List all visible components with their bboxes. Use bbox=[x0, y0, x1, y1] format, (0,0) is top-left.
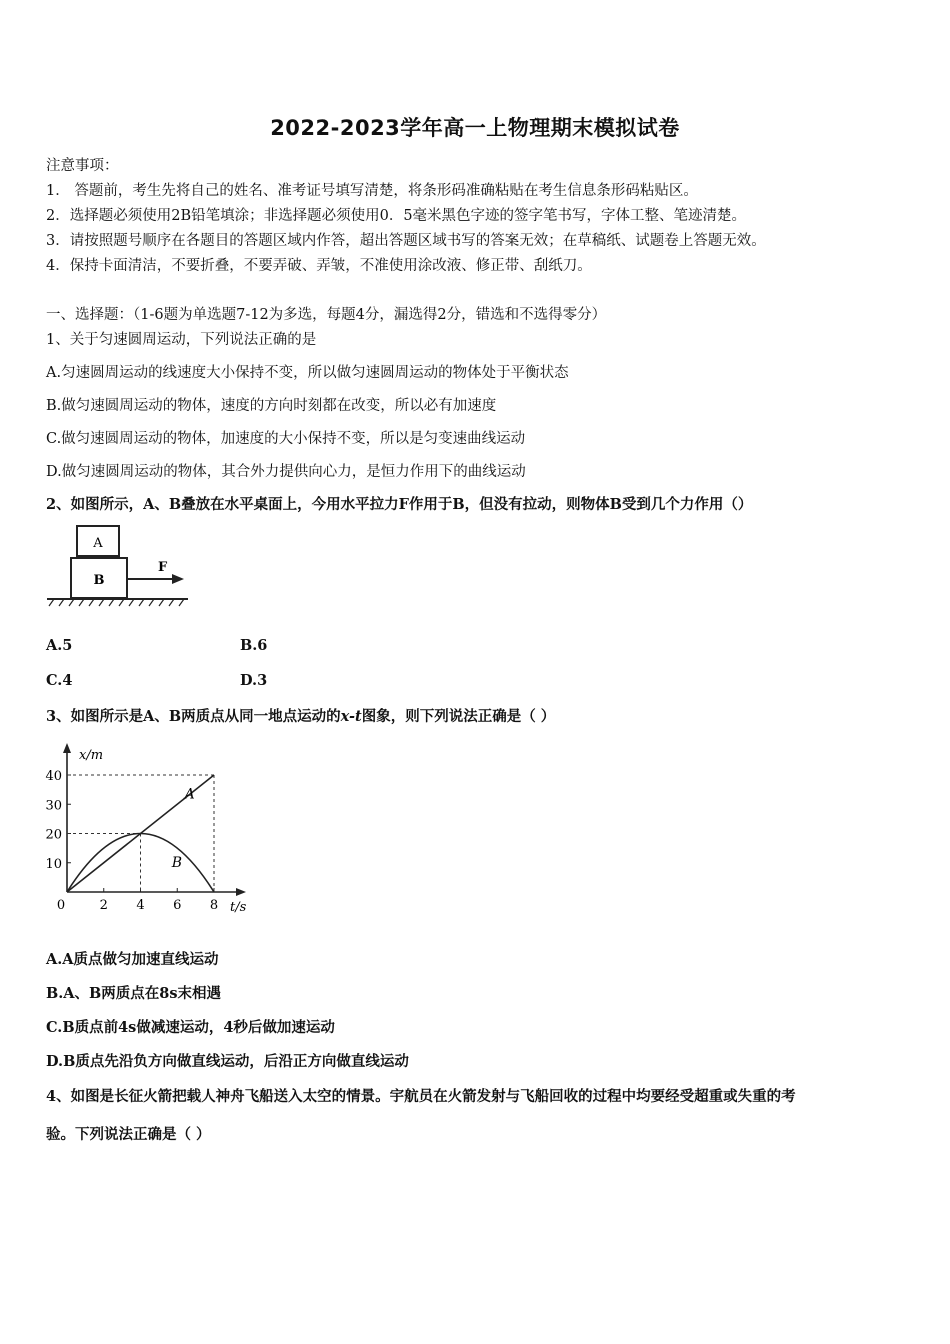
series-b-label: B bbox=[171, 855, 183, 872]
y-tick-label: 10 bbox=[45, 856, 62, 872]
x-tick-label: 0 bbox=[56, 898, 66, 913]
x-tick-label: 8 bbox=[209, 898, 219, 913]
ground-hatching bbox=[49, 599, 184, 606]
y-tick-label: 20 bbox=[45, 827, 62, 843]
q3-option-d: D.B质点先沿负方向做直线运动，后沿正方向做直线运动 bbox=[46, 1053, 409, 1070]
y-axis-arrow bbox=[63, 743, 71, 753]
q3-stem bbox=[46, 705, 555, 726]
q2-figure bbox=[44, 520, 194, 612]
q1-stem: 1、关于匀速圆周运动，下列说法正确的是 bbox=[46, 332, 317, 348]
q4-stem-line2: 验。下列说法正确是（ ） bbox=[46, 1126, 211, 1143]
q3-option-a: A.A质点做匀加速直线运动 bbox=[46, 951, 219, 968]
page-title: 2022-2023学年高一上物理期末模拟试卷 bbox=[270, 116, 680, 140]
q2-option-d: D.3 bbox=[240, 672, 268, 689]
series-a-label: A bbox=[184, 786, 195, 803]
y-tick-label: 30 bbox=[45, 798, 62, 814]
notes-heading: 注意事项： bbox=[46, 158, 119, 174]
q3-stem-var: x-t bbox=[340, 708, 362, 725]
y-axis-label: x/m bbox=[79, 748, 104, 763]
note-item-3: 3．请按照题号顺序在各题目的答题区域内作答，超出答题区域书写的答案无效；在草稿纸、试题卷上答题无效。 bbox=[46, 233, 766, 249]
q2-option-c: C.4 bbox=[46, 672, 73, 689]
q1-option-c: C.做匀速圆周运动的物体，加速度的大小保持不变，所以是匀变速曲线运动 bbox=[46, 431, 526, 447]
note-item-4: 4．保持卡面清洁，不要折叠，不要弄破、弄皱，不准使用涂改液、修正带、刮纸刀。 bbox=[46, 258, 592, 274]
x-axis-label: t/s bbox=[230, 900, 247, 915]
q2-option-b: B.6 bbox=[240, 637, 268, 654]
q2-stem: 2、如图所示，A、B叠放在水平桌面上，今用水平拉力F作用于B，但没有拉动，则物体B受到几个力作用（） bbox=[46, 496, 753, 513]
q4-stem-line1: 4、如图是长征火箭把载人神舟飞船送入太空的情景。宇航员在火箭发射与飞船回收的过程中均要经受超重或失重的考 bbox=[46, 1088, 796, 1105]
block-b-label: B bbox=[93, 573, 105, 588]
y-tick-label: 40 bbox=[45, 769, 62, 784]
note-item-2: 2．选择题必须使用2B铅笔填涂；非选择题必须使用0．5毫米黑色字迹的签字笔书写，字体工整、笔迹清楚。 bbox=[46, 208, 747, 224]
q3-stem-suffix: 图象，则下列说法正确是（ ） bbox=[361, 708, 556, 725]
q3-option-c: C.B质点前4s做减速运动，4秒后做加速运动 bbox=[46, 1019, 335, 1036]
q2-option-a: A.5 bbox=[46, 637, 73, 654]
q3-stem-prefix: 3、如图所示是A、B两质点从同一地点运动的 bbox=[46, 708, 341, 725]
q1-option-d: D.做匀速圆周运动的物体，其合外力提供向心力，是恒力作用下的曲线运动 bbox=[46, 464, 526, 480]
xt-chart bbox=[40, 735, 260, 920]
force-arrowhead bbox=[172, 574, 184, 584]
force-label: F bbox=[158, 560, 168, 575]
q1-option-a: A.匀速圆周运动的线速度大小保持不变，所以做匀速圆周运动的物体处于平衡状态 bbox=[46, 365, 569, 381]
q1-option-b: B.做匀速圆周运动的物体，速度的方向时刻都在改变，所以必有加速度 bbox=[46, 398, 497, 414]
x-tick-label: 2 bbox=[99, 898, 108, 913]
x-tick-label: 4 bbox=[136, 898, 145, 913]
x-tick-label: 6 bbox=[173, 898, 182, 913]
q3-option-b: B.A、B两质点在8s末相遇 bbox=[46, 985, 222, 1002]
note-item-1: 1． 答题前，考生先将自己的姓名、准考证号填写清楚，将条形码准确粘贴在考生信息条形码粘贴区。 bbox=[46, 183, 698, 199]
block-a-label: A bbox=[93, 536, 103, 551]
x-axis-arrow bbox=[236, 888, 246, 896]
section-heading: 一、选择题：（1-6题为单选题7-12为多选，每题4分，漏选得2分，错选和不选得零分） bbox=[46, 307, 607, 323]
